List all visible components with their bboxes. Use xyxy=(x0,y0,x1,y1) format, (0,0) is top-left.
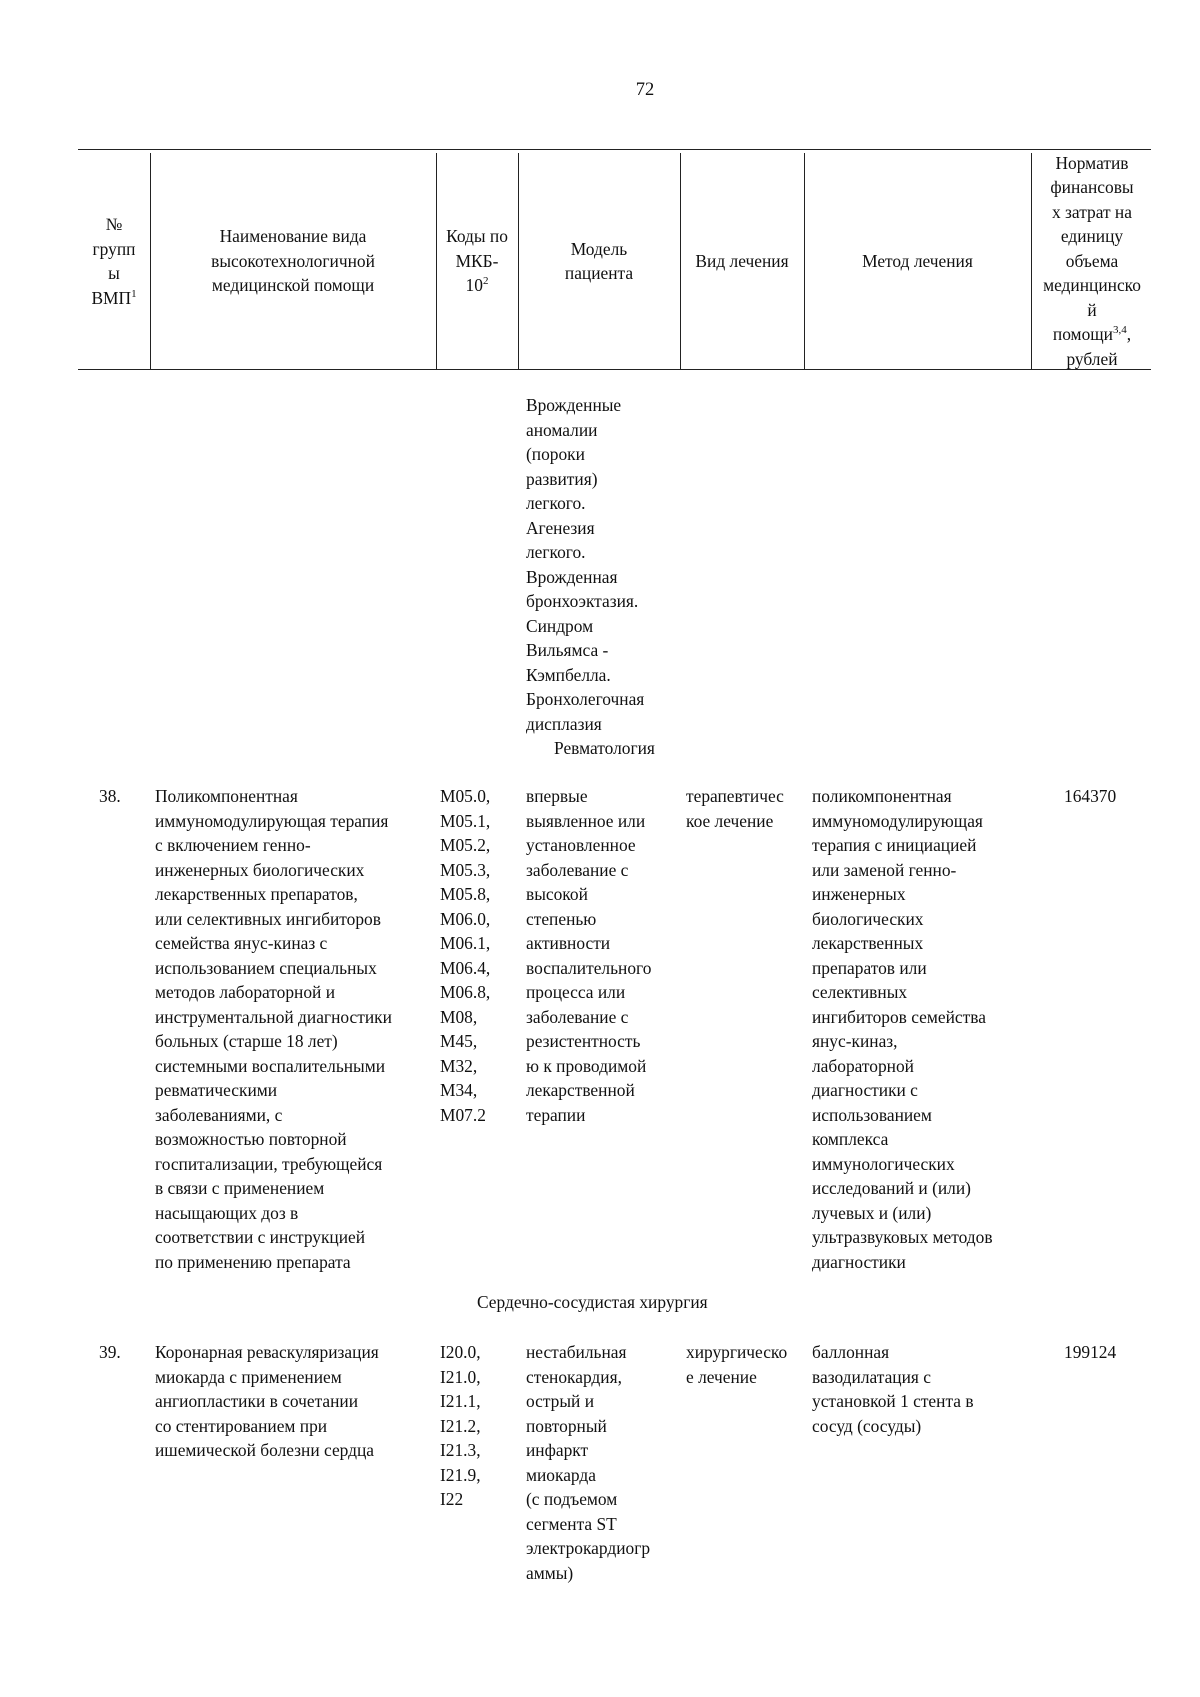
header-icd-codes xyxy=(438,153,516,369)
header-care-name-label: Наименование вида высокотехнологичной медицинской помощи xyxy=(211,226,375,296)
page-number: 72 xyxy=(635,80,655,100)
header-group-number xyxy=(80,153,148,369)
row-39-model: нестабильная стенокардия, острый и повторный инфаркт миокарда (с подъемом сегмента ST электрокардиогр аммы) xyxy=(526,1342,651,1583)
row-39-name: Коронарная реваскуляризация миокарда с применением ангиопластики в сочетании со стентированием при ишемической болезни сердца xyxy=(155,1342,379,1460)
header-bottom-border xyxy=(78,369,1151,370)
row-38-model: впервые выявленное или установленное заболевание с высокой степенью активности воспалительного процесса или заболевание с резистентность ю к проводимой лекарственной терапии xyxy=(526,786,652,1125)
section-title-rheumatology: Ревматология xyxy=(554,738,655,758)
header-cost-norm-unit: , рублей xyxy=(1066,324,1132,369)
header-care-name xyxy=(152,153,434,369)
header-group-number-label: № групп ы ВМП xyxy=(91,214,136,308)
row-39-number: 39. xyxy=(99,1342,121,1362)
row-39-method: баллонная вазодилатация с установкой 1 стента в сосуд (сосуды) xyxy=(812,1342,974,1436)
header-patient-model-label: Модель пациента xyxy=(564,238,634,283)
section-title-cardiac-surgery: Сердечно-сосудистая хирургия xyxy=(477,1292,708,1312)
row-38-method: поликомпонентная иммуномодулирующая терапия с инициацией или заменой генно- инженерных биологических лекарственных препаратов или селективных ингибиторов семейства янус-киназ, лабораторной диагностики с использованием комплекса иммунологических исследований и (или) лучевых и (или) ультразвуковых методов диагностики xyxy=(812,786,993,1272)
header-divider-1 xyxy=(150,153,151,369)
continued-patient-model: Врожденные аномалии (пороки развития) легкого. Агенезия легкого. Врожденная бронхоэктазия. Синдром Вильямса - Кэмпбелла. Бронхолегочная дисплазия xyxy=(526,395,645,734)
header-treatment-type xyxy=(682,153,802,369)
header-treatment-method-label: Метод лечения xyxy=(862,250,973,271)
header-divider-5 xyxy=(804,153,805,369)
row-38-number: 38. xyxy=(99,786,121,806)
header-cost-norm-label: Норматив финансовы х затрат на единицу объема мединцинско й помощи xyxy=(1043,152,1141,345)
header-treatment-method xyxy=(806,153,1029,369)
header-divider-3 xyxy=(518,153,519,369)
header-cost-norm xyxy=(1033,153,1151,369)
row-39-cost: 199124 xyxy=(1064,1342,1117,1362)
row-38-codes: М05.0, М05.1, М05.2, М05.3, М05.8, М06.0, М06.1, М06.4, М06.8, М08, М45, М32, М34, М07.2 xyxy=(440,786,491,1125)
header-divider-6 xyxy=(1031,153,1032,369)
row-39-codes: I20.0, I21.0, I21.1, I21.2, I21.3, I21.9, I22 xyxy=(440,1342,481,1509)
header-divider-4 xyxy=(680,153,681,369)
footnote-3-4: 3,4 xyxy=(1112,324,1127,337)
footnote-2: 2 xyxy=(482,275,489,288)
header-top-border xyxy=(78,149,1151,150)
header-treatment-type-label: Вид лечения xyxy=(695,250,789,271)
row-38-treatment-type: терапевтичес кое лечение xyxy=(686,786,784,831)
header-patient-model xyxy=(520,153,678,369)
header-divider-2 xyxy=(436,153,437,369)
row-38-cost: 164370 xyxy=(1064,786,1117,806)
footnote-1: 1 xyxy=(131,287,137,300)
header-icd-codes-label: Коды по МКБ- 10 xyxy=(446,226,508,296)
row-39-treatment-type: хирургическо е лечение xyxy=(686,1342,788,1387)
row-38-name: Поликомпонентная иммуномодулирующая терапия с включением генно- инженерных биологических лекарственных препаратов, или селективных ингибиторов семейства янус-киназ с использованием специальных методов лабораторной и инструментальной диагностики больных (старше 18 лет) системными воспалительными ревматическими заболеваниями, с возможностью повторной госпитализации, требующейся в связи с применением насыщающих доз в соответствии с инструкцией по применению препарата xyxy=(155,786,392,1272)
